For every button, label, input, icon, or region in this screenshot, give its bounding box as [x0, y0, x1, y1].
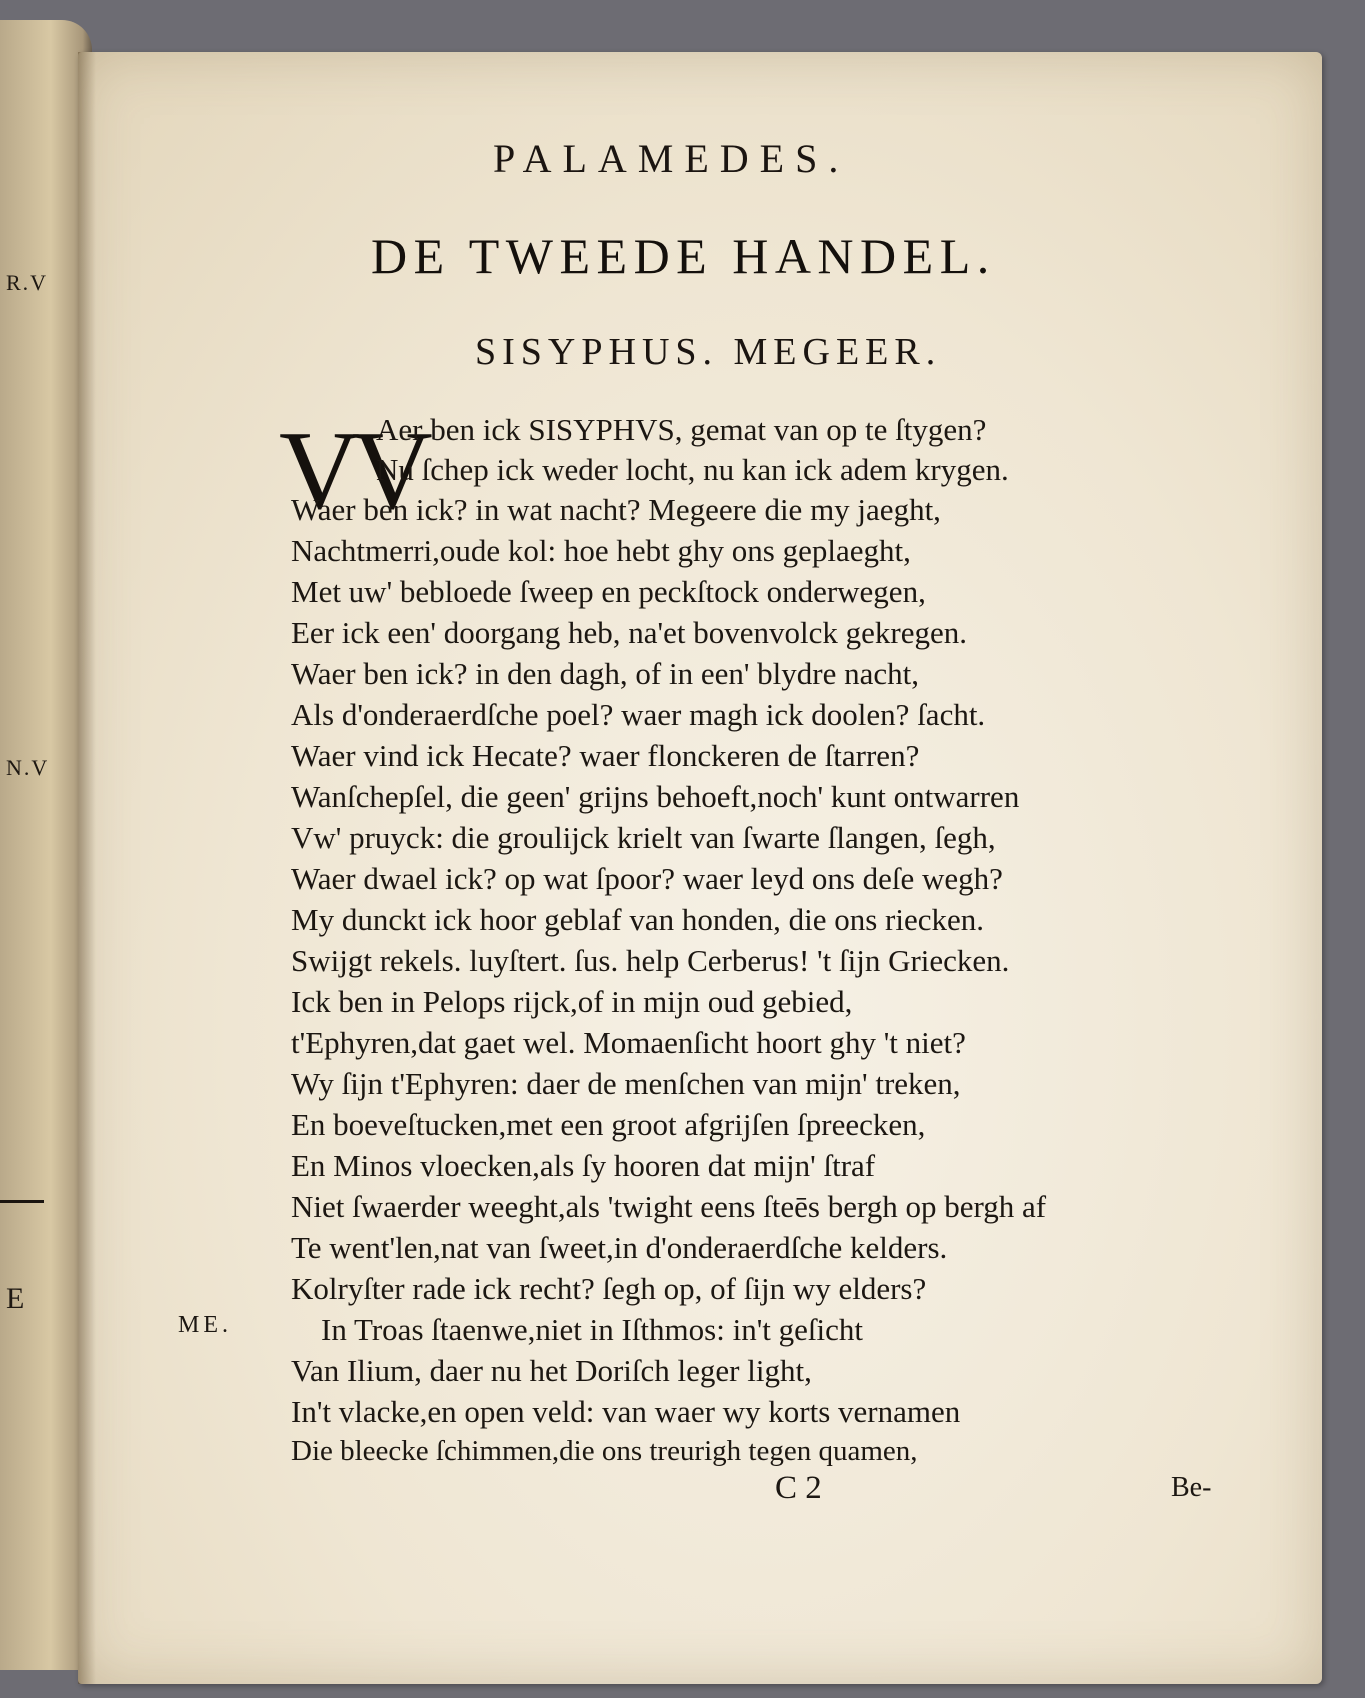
verse-line: Aer ben ick SISYPHVS, gemat van op te ſtygen? — [376, 412, 987, 447]
verse-line: Kolryſter rade ick recht? ſegh op, of ſijn wy elders? — [291, 1271, 927, 1306]
verse-line: Waer dwael ick? op wat ſpoor? waer leyd ons deſe wegh? — [291, 861, 1003, 896]
running-head: PALAMEDES. — [493, 136, 850, 181]
book-page — [78, 52, 1322, 1684]
verse-line: My dunckt ick hoor geblaf van honden, die ons riecken. — [291, 902, 985, 937]
facing-page-fragment: N.V — [6, 755, 50, 780]
verse-line: En Minos vloecken,als ſy hooren dat mijn' ſtraf — [291, 1148, 876, 1183]
verse-line: Waer ben ick? in wat nacht? Megeere die my jaeght, — [291, 492, 941, 527]
verse-line: In Troas ſtaenwe,niet in Iſthmos: in't geſicht — [321, 1312, 864, 1347]
verse-line: In't vlacke,en open veld: van waer wy korts vernamen — [291, 1394, 961, 1429]
act-title: DE TWEEDE HANDEL. — [371, 228, 996, 284]
verse-line: Vw' pruyck: die groulijck krielt van ſwarte ſlangen, ſegh, — [291, 820, 996, 855]
verse-line: Als d'onderaerdſche poel? waer magh ick doolen? ſacht. — [291, 697, 986, 732]
catchword: Be- — [1171, 1472, 1212, 1503]
verse-line: Die bleecke ſchimmen,die ons treurigh tegen quamen, — [291, 1435, 918, 1467]
facing-page-rule — [0, 1200, 44, 1203]
verse-line: Waer vind ick Hecate? waer flonckeren de ſtarren? — [291, 738, 920, 773]
verse-line: Eer ick een' doorgang heb, na'et bovenvolck gekregen. — [291, 615, 967, 650]
verse-line: Nachtmerri,oude kol: hoe hebt ghy ons geplaeght, — [291, 533, 911, 568]
verse-line: Wanſchepſel, die geen' grijns behoeft,noch' kunt ontwarren — [291, 779, 1020, 814]
signature-mark: C 2 — [775, 1470, 822, 1506]
verse-line: Met uw' bebloede ſweep en peckſtock onderwegen, — [291, 574, 926, 609]
verse-line: Ick ben in Pelops rijck,of in mijn oud gebied, — [291, 984, 853, 1019]
verse-line: Te went'len,nat van ſweet,in d'onderaerdſche kelders. — [291, 1230, 948, 1265]
verse-line: Waer ben ick? in den dagh, of in een' blydre nacht, — [291, 656, 920, 691]
verse-line: Van Ilium, daer nu het Doriſch leger light, — [291, 1353, 812, 1388]
drop-cap: VV — [279, 409, 425, 533]
speaker-label: ME. — [178, 1312, 232, 1338]
verse-line: En boeveſtucken,met een groot afgrijſen ſpreecken, — [291, 1107, 926, 1142]
facing-page-fragment: E — [6, 1282, 27, 1315]
page-gutter-shadow — [78, 52, 96, 1684]
facing-page-fragment: R.V — [6, 270, 49, 295]
verse-line: Swijgt rekels. luyſtert. ſus. help Cerberus! 't ſijn Griecken. — [291, 943, 1010, 978]
verse-line: Wy ſijn t'Ephyren: daer de menſchen van mijn' treken, — [291, 1066, 961, 1101]
verse-line: t'Ephyren,dat gaet wel. Momaenſicht hoort ghy 't niet? — [291, 1025, 966, 1060]
verse-line: Nu ſchep ick weder locht, nu kan ick adem krygen. — [376, 452, 1009, 487]
verse-line: Niet ſwaerder weeght,als 'twight eens ſteēs bergh op bergh af — [291, 1189, 1047, 1224]
scene-heading: SISYPHUS. MEGEER. — [475, 331, 942, 373]
